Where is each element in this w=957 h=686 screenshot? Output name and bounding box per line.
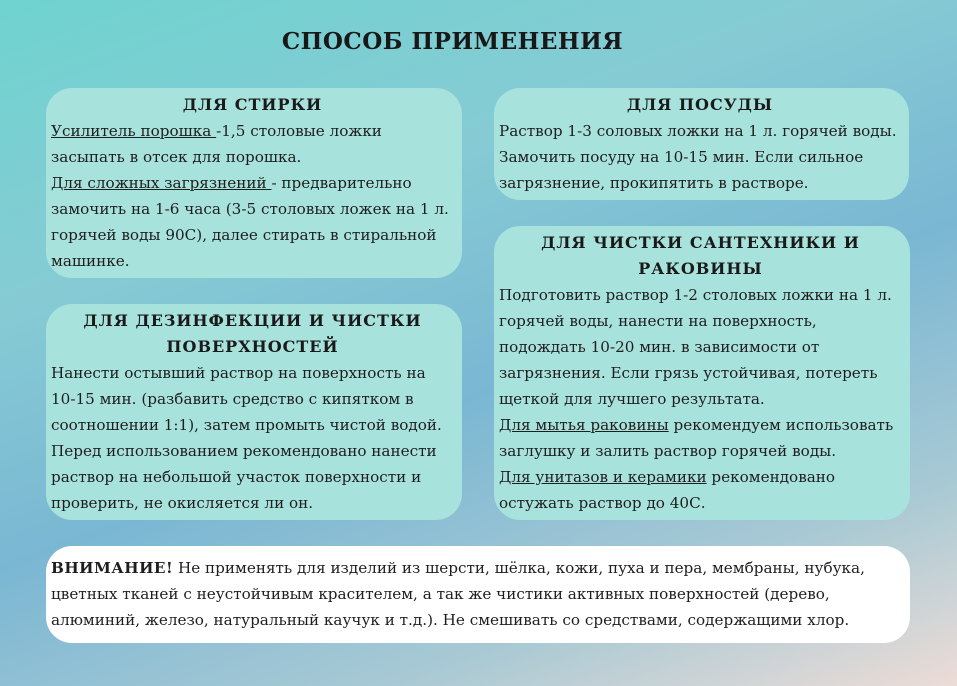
warning-label: ВНИМАНИЕ! xyxy=(51,559,174,577)
plumbing-text: Подготовить раствор 1-2 столовых ложки на 1 л. горячей воды, нанести на поверхность, подождать 10-20 мин. в зависимости от загрязнения. Если грязь устойчивая, потереть щеткой для лучшего результата. xyxy=(499,286,892,408)
dishes-card xyxy=(494,88,909,200)
sink-label: Для мытья раковины xyxy=(499,416,669,434)
heavy-stains-label: Для сложных загрязнений xyxy=(51,174,272,192)
toilet-label: Для унитазов и керамики xyxy=(499,468,707,486)
laundry-paragraph-1 xyxy=(51,118,454,170)
sink-text: рекомендуем использовать заглушку и залить раствор горячей воды. xyxy=(499,416,894,460)
disinfection-text: Нанести остывший раствор на поверхность на 10-15 мин. (разбавить средство с кипятком в соотношении 1:1), затем промыть чистой водой. Перед использованием рекомендовано нанести раствор на небольшой участок поверхности и проверить, не окисляется ли он. xyxy=(51,364,442,512)
page-title: СПОСОБ ПРИМЕНЕНИЯ xyxy=(281,28,624,55)
plumbing-heading: ДЛЯ ЧИСТКИ САНТЕХНИКИ И РАКОВИНЫ xyxy=(541,233,860,278)
warning-text: Не применять для изделий из шерсти, шёлка, кожи, пуха и пера, мембраны, нубука, цветных тканей с неустойчивым красителем, а так же чистики активных поверхностей (дерево, алюминий, железо, натуральный каучук и т.д.). Не смешивать со средствами, содержащими хлор. xyxy=(51,559,865,629)
toilet-text: рекомендовано остужать раствор до 40С. xyxy=(499,468,836,512)
disinfection-card xyxy=(46,304,462,520)
dishes-text: Раствор 1-3 соловых ложки на 1 л. горячей воды. Замочить посуду на 10-15 мин. Если сильное загрязнение, прокипятить в растворе. xyxy=(499,122,897,192)
plumbing-card xyxy=(494,226,910,520)
detergent-booster-text: -1,5 столовые ложки засыпать в отсек для порошка. xyxy=(51,122,382,166)
plumbing-paragraph-3 xyxy=(499,464,902,516)
detergent-booster-label: Усилитель порошка xyxy=(51,122,217,140)
warning-card xyxy=(46,546,910,643)
plumbing-paragraph-2 xyxy=(499,412,902,464)
disinfection-heading: ДЛЯ ДЕЗИНФЕКЦИИ И ЧИСТКИ ПОВЕРХНОСТЕЙ xyxy=(83,311,422,356)
laundry-paragraph-2 xyxy=(51,170,454,274)
laundry-heading: ДЛЯ СТИРКИ xyxy=(182,95,323,114)
dishes-heading: ДЛЯ ПОСУДЫ xyxy=(626,95,774,114)
heavy-stains-text: - предварительно замочить на 1-6 часа (3-5 столовых ложек на 1 л. горячей воды 90С), далее стирать в стиральной машинке. xyxy=(51,174,449,270)
laundry-card xyxy=(46,88,462,278)
